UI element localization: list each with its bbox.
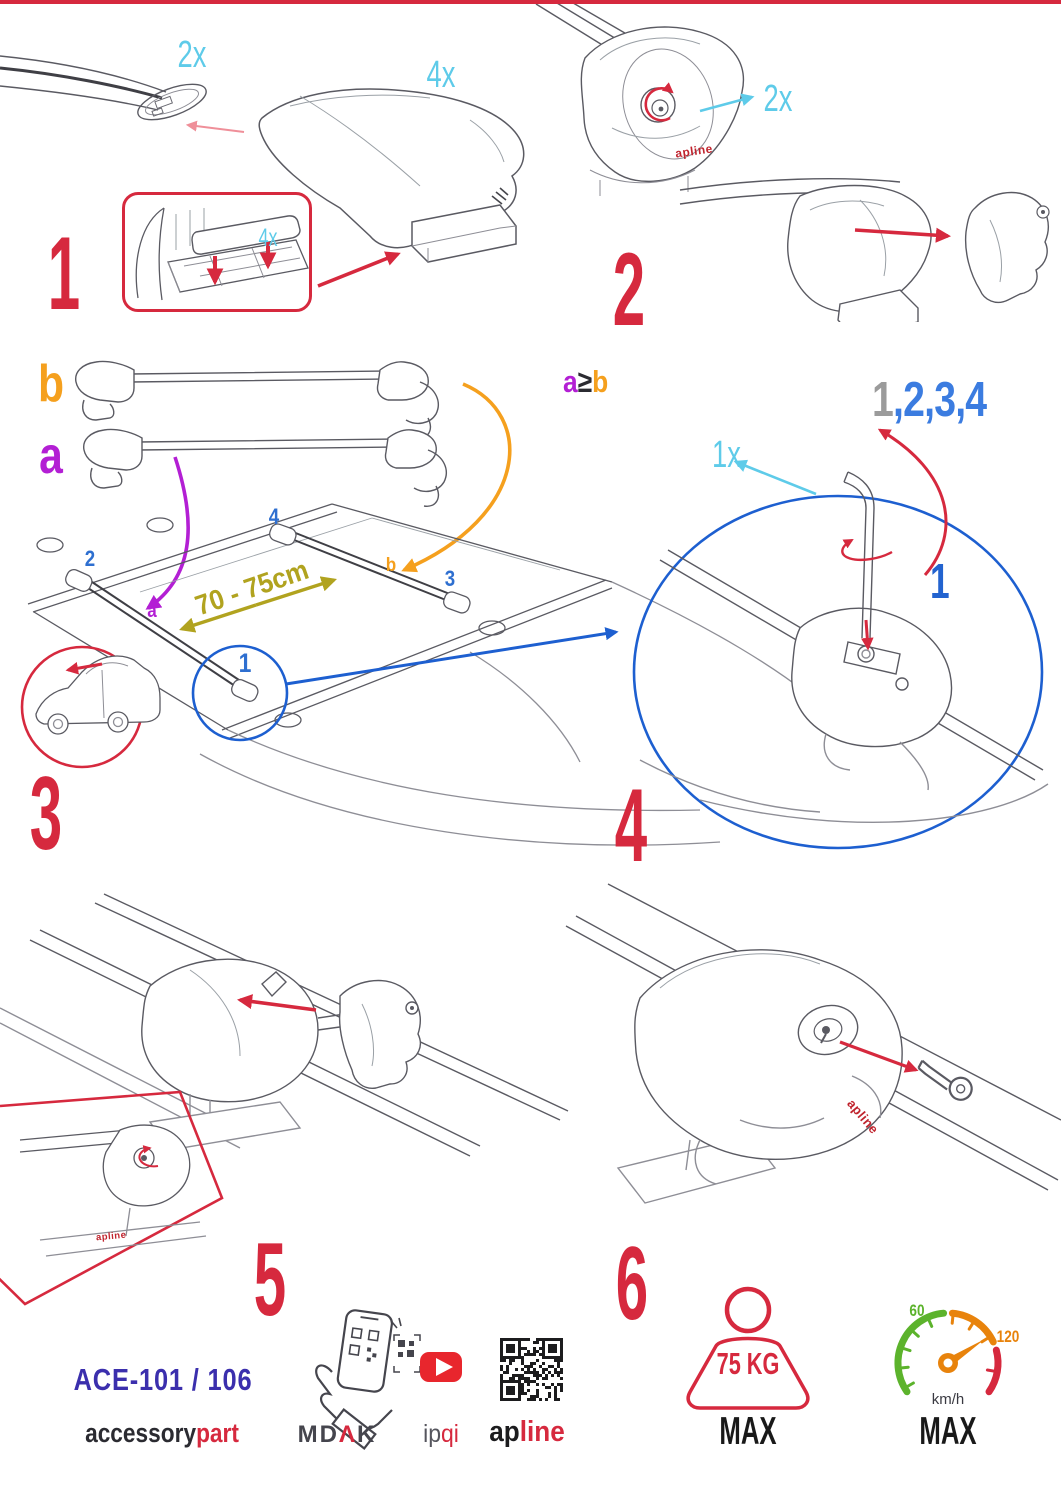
- brand-mdak: [298, 1423, 377, 1447]
- speed-max-label: MAX: [919, 1410, 977, 1453]
- section-divider: [0, 0, 1061, 4]
- condition-a: a: [563, 364, 578, 399]
- sequence-label: [872, 373, 987, 427]
- pad-inset-box: [122, 192, 312, 312]
- roof-a-marker: a: [147, 601, 157, 622]
- mdak-k: K: [357, 1421, 377, 1448]
- apline-logo-inset: apline: [95, 1229, 127, 1244]
- apline-ap: ap: [489, 1416, 520, 1448]
- car-inset-drawing: [22, 647, 160, 767]
- tighten-detail-drawing: [634, 472, 1048, 848]
- mdak-md: MD: [297, 1421, 339, 1448]
- roof-position-4: 4: [268, 504, 280, 529]
- condition-label: [563, 366, 608, 397]
- assembled-crossbar-drawing: [76, 361, 439, 438]
- foot-qty-label: 4x: [426, 54, 456, 96]
- key-press-arrow: [866, 620, 868, 648]
- bar-b-route-arrow: [404, 384, 510, 570]
- bar-b-label: b: [37, 355, 65, 413]
- roof-position-1: 1: [238, 648, 252, 678]
- step4-number: 4: [614, 768, 648, 884]
- roof-b-marker: b: [385, 555, 397, 576]
- speed-low-label: 60: [909, 1301, 925, 1320]
- ipqi-qi: qi: [441, 1420, 459, 1448]
- step1-number: 1: [47, 216, 81, 332]
- step6-number: 6: [615, 1226, 649, 1342]
- roof-position-2: 2: [84, 546, 96, 571]
- condition-b: b: [592, 364, 609, 399]
- brand-apline: [489, 1418, 564, 1447]
- sequence-first: 1: [872, 373, 894, 427]
- key-rotate-arrow: [842, 540, 892, 560]
- brand-accessory: accessory: [85, 1418, 197, 1448]
- apline-logo-foot: apline: [674, 141, 714, 161]
- detail-connector-line: [286, 632, 616, 684]
- band3-drawings: [0, 870, 1061, 1500]
- inset-to-foot-arrow: [318, 254, 398, 286]
- speed-unit-label: km/h: [931, 1391, 965, 1408]
- weight-limit-value: 75 KG: [716, 1346, 780, 1381]
- tool-qty-arrow: [736, 462, 816, 494]
- speedometer-icon: [898, 1313, 998, 1392]
- pad-qty-label: 4x: [258, 224, 278, 252]
- distance-label: 70 - 75cm: [191, 553, 313, 622]
- product-code: ACE-101 / 106: [73, 1362, 253, 1397]
- step5-number: 5: [253, 1222, 287, 1338]
- knob-qty-label: 2x: [763, 78, 793, 120]
- tighten-order-label: 1: [930, 555, 950, 609]
- roof-position-3: 3: [444, 566, 456, 591]
- ipqi-ip: ip: [423, 1420, 441, 1448]
- condition-op: ≥: [577, 364, 593, 399]
- bar-a-label: a: [39, 427, 63, 485]
- step2-number: 2: [612, 232, 646, 348]
- speed-high-label: 120: [996, 1327, 1020, 1346]
- weight-max-label: MAX: [719, 1410, 777, 1453]
- brand-part: part: [196, 1418, 239, 1448]
- brand-ipqi: [423, 1422, 459, 1447]
- apline-logo-foot6: apline: [844, 1096, 882, 1137]
- bar-qty-label: 2x: [177, 34, 207, 76]
- cover-slide-drawing: [0, 894, 568, 1156]
- youtube-icon[interactable]: [420, 1352, 462, 1382]
- step3-number: 3: [29, 756, 63, 872]
- apline-line: line: [519, 1416, 565, 1448]
- sequence-rest: ,2,3,4: [893, 373, 987, 427]
- bar-a-route-arrow: [148, 457, 188, 608]
- mdak-a: Λ: [338, 1421, 357, 1448]
- foot-cap-drawing: [680, 179, 1049, 322]
- bar-insert-arrow: [188, 125, 244, 132]
- foot-knob-drawing: [536, 0, 743, 196]
- qr-code: [496, 1334, 566, 1404]
- brand-accessorypart: [85, 1420, 239, 1447]
- lock-key-drawing: [566, 884, 1061, 1203]
- tool-qty-label: 1x: [712, 434, 741, 476]
